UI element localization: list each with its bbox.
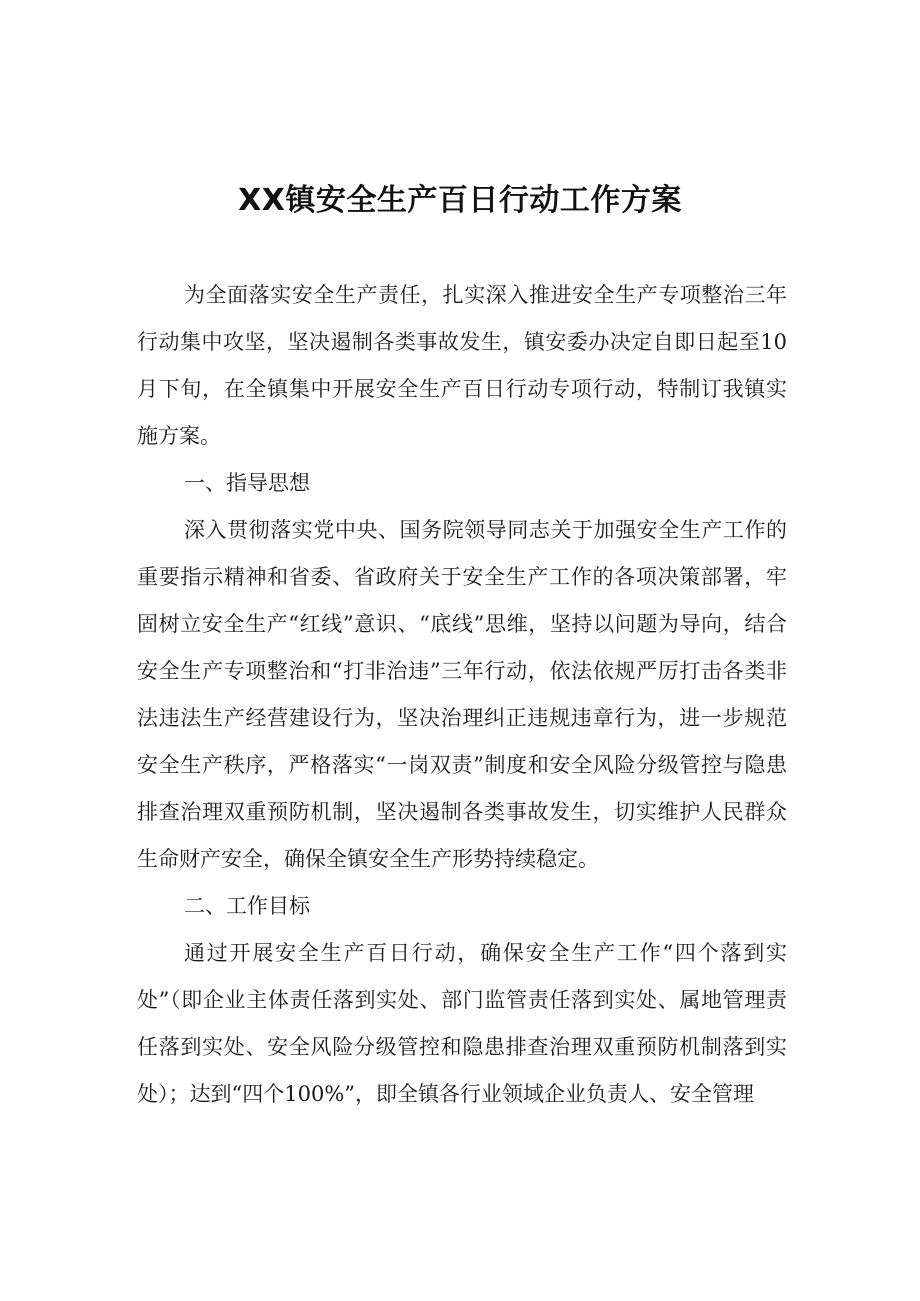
document-body bbox=[137, 272, 787, 1118]
guiding-ideology-paragraph: 深入贯彻落实党中央、国务院领导同志关于加强安全生产工作的重要指示精神和省委、省政府关于安全生产工作的各项决策部署，牢固树立安全生产“红线”意识、“底线”思维，坚持以问题为导向，结合安全生产专项整治和“打非治违”三年行动，依法依规严厉打击各类非法违法生产经营建设行为，坚决治理纠正违规违章行为，进一步规范安全生产秩序，严格落实“一岗双责”制度和安全风险分级管控与隐患排查治理双重预防机制，坚决遏制各类事故发生，切实维护人民群众生命财产安全，确保全镇安全生产形势持续稳定。 bbox=[137, 518, 787, 871]
document-title: XX镇安全生产百日行动工作方案 bbox=[238, 183, 682, 218]
section-heading-guiding-ideology: 一、指导思想 bbox=[184, 471, 310, 495]
intro-paragraph: 为全面落实安全生产责任，扎实深入推进安全生产专项整治三年行动集中攻坚，坚决遏制各类事故发生，镇安委办决定自即日起至10月下旬，在全镇集中开展安全生产百日行动专项行动，特制订我镇实施方案。 bbox=[137, 283, 787, 448]
section-heading-work-goals: 二、工作目标 bbox=[184, 894, 310, 918]
work-goals-paragraph: 通过开展安全生产百日行动，确保安全生产工作“四个落到实处”（即企业主体责任落到实处、部门监管责任落到实处、属地管理责任落到实处、安全风险分级管控和隐患排查治理双重预防机制落到实处）；达到“四个100%”，即全镇各行业领域企业负责人、安全管理 bbox=[137, 941, 787, 1106]
